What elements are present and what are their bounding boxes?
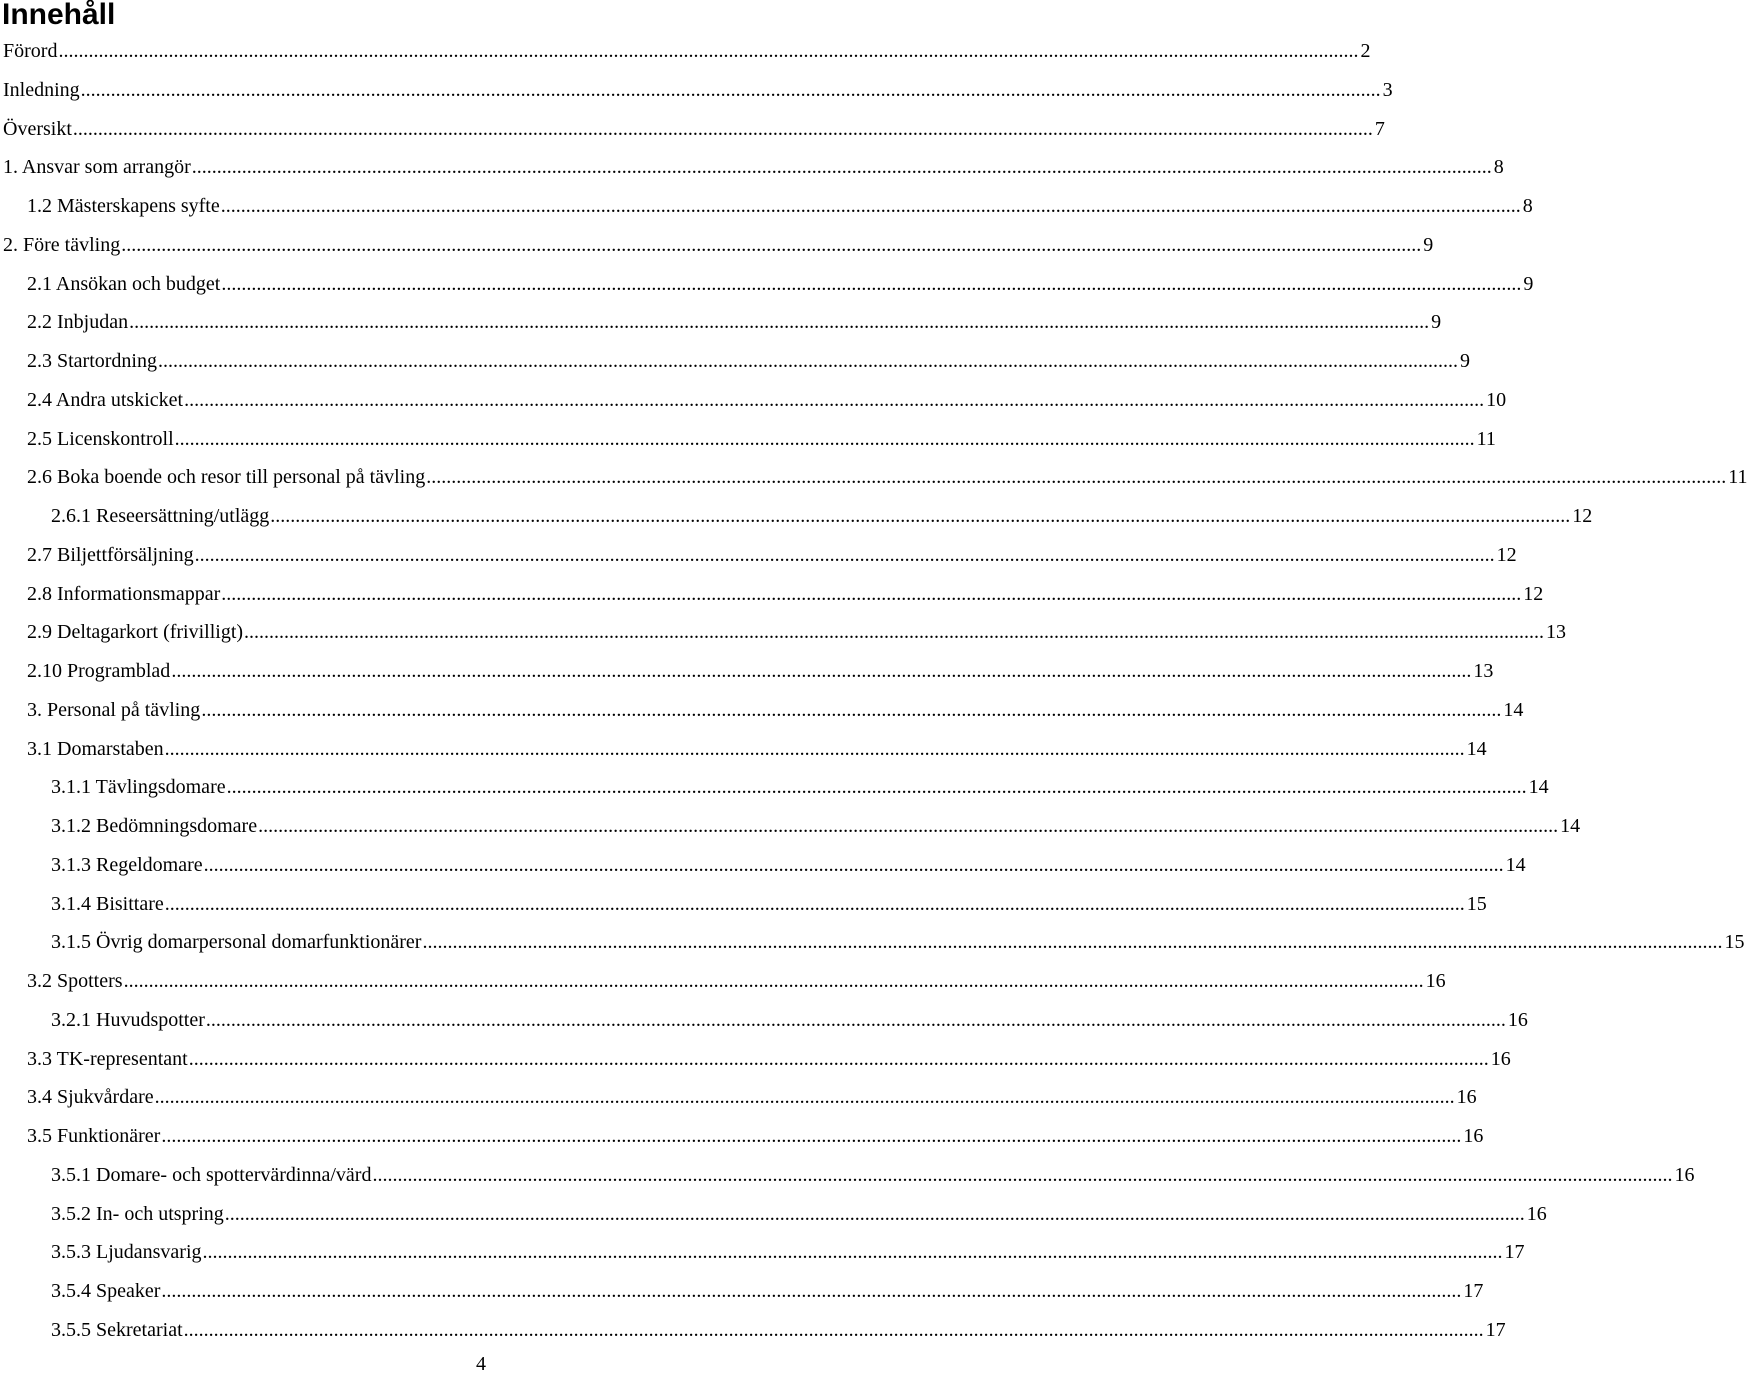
toc-entry[interactable] — [0, 1001, 1528, 1040]
toc-entry-page: 15 — [1466, 892, 1487, 915]
toc-entry-label: 2.7 Biljettförsäljning — [27, 543, 194, 566]
toc-entry-page: 9 — [1460, 350, 1470, 372]
dot-leader — [73, 110, 1373, 149]
toc-entry-page: 11 — [1728, 466, 1748, 489]
dot-leader — [165, 730, 1465, 769]
toc-entry-label: Förord — [3, 40, 58, 62]
toc-entry-label: 3.1 Domarstaben — [27, 737, 164, 760]
toc-entry-label: 3.4 Sjukvårdare — [27, 1086, 154, 1109]
dot-leader — [227, 768, 1527, 807]
toc-entry-label: 3.5.4 Speaker — [51, 1280, 161, 1302]
toc-title: Innehåll — [2, 0, 116, 31]
dot-leader — [422, 923, 1722, 962]
dot-leader — [225, 1195, 1525, 1234]
dot-leader — [175, 420, 1475, 459]
toc-entry-label: 3.5.5 Sekretariat — [51, 1318, 183, 1341]
toc-entry-page: 17 — [1485, 1318, 1506, 1341]
toc-entry[interactable] — [0, 885, 1487, 924]
toc-entry-label: 2.5 Licenskontroll — [27, 427, 174, 450]
dot-leader — [221, 265, 1521, 304]
toc-entry-page: 9 — [1523, 272, 1534, 295]
toc-entry-label: 3.5 Funktionärer — [27, 1125, 161, 1147]
toc-entry-label: 2.2 Inbjudan — [27, 311, 129, 334]
toc-entry-label: 1.2 Mästerskapens syfte — [27, 195, 220, 217]
dot-leader — [221, 575, 1521, 614]
toc-entry[interactable] — [0, 110, 1385, 149]
toc-entry-label: 1. Ansvar som arrangör — [3, 156, 191, 179]
toc-entry-label: Översikt — [3, 117, 72, 140]
toc-entry[interactable] — [0, 846, 1526, 885]
toc-entry-page: 13 — [1546, 621, 1567, 644]
table-of-contents — [0, 32, 1748, 1350]
toc-entry-label: 2.3 Startordning — [27, 350, 157, 372]
toc-entry[interactable] — [0, 32, 1371, 71]
toc-entry-label: 2.4 Andra utskicket — [27, 388, 184, 411]
toc-entry-page: 14 — [1528, 776, 1549, 799]
toc-entry-label: 3.2 Spotters — [27, 970, 123, 992]
toc-entry-page: 17 — [1463, 1280, 1484, 1302]
toc-entry-page: 16 — [1425, 970, 1446, 992]
toc-entry[interactable] — [0, 1117, 1484, 1156]
toc-entry[interactable] — [0, 923, 1745, 962]
toc-entry-label: 3.1.5 Övrig domarpersonal domarfunktionärer — [51, 931, 422, 954]
toc-entry[interactable] — [0, 691, 1524, 730]
dot-leader — [244, 613, 1544, 652]
toc-entry[interactable] — [0, 730, 1487, 769]
toc-entry[interactable] — [0, 71, 1393, 110]
dot-leader — [58, 32, 1358, 71]
toc-entry[interactable] — [0, 1195, 1547, 1234]
dot-leader — [184, 1311, 1484, 1350]
toc-entry-label: 3.5.3 Ljudansvarig — [51, 1241, 202, 1264]
page-number: 4 — [476, 1353, 486, 1375]
toc-entry-page: 12 — [1523, 582, 1544, 605]
toc-entry[interactable] — [0, 652, 1494, 691]
toc-entry-page: 13 — [1473, 660, 1494, 682]
dot-leader — [165, 885, 1465, 924]
dot-leader — [203, 1233, 1503, 1272]
toc-entry-label: 2. Före tävling — [3, 233, 121, 256]
toc-entry-label: 3.2.1 Huvudspotter — [51, 1008, 205, 1031]
toc-entry-page: 14 — [1503, 698, 1524, 721]
toc-entry-page: 14 — [1505, 853, 1526, 876]
dot-leader — [221, 187, 1521, 226]
toc-entry[interactable] — [0, 420, 1496, 459]
dot-leader — [192, 148, 1492, 187]
dot-leader — [171, 652, 1471, 691]
toc-entry-label: 3.5.2 In- och utspring — [51, 1202, 224, 1225]
toc-entry[interactable] — [0, 1156, 1695, 1195]
toc-entry-page: 17 — [1504, 1241, 1525, 1264]
dot-leader — [426, 458, 1726, 497]
toc-entry-label: 2.6 Boka boende och resor till personal på tävling — [27, 466, 426, 489]
dot-leader — [124, 962, 1424, 1001]
toc-entry-page: 14 — [1560, 815, 1581, 837]
toc-entry[interactable] — [0, 342, 1470, 381]
dot-leader — [129, 303, 1429, 342]
toc-entry-label: 2.9 Deltagarkort (frivilligt) — [27, 621, 244, 644]
toc-entry-page: 10 — [1486, 388, 1507, 411]
toc-entry-page: 7 — [1374, 117, 1385, 140]
dot-leader — [372, 1156, 1672, 1195]
toc-entry-page: 9 — [1431, 311, 1442, 334]
toc-entry[interactable] — [0, 1078, 1477, 1117]
toc-entry-label: 2.1 Ansökan och budget — [27, 272, 221, 295]
dot-leader — [161, 1117, 1461, 1156]
toc-entry-page: 3 — [1382, 78, 1393, 101]
toc-entry[interactable] — [0, 613, 1567, 652]
toc-entry-label: 3.1.2 Bedömningsdomare — [51, 815, 258, 837]
toc-entry[interactable] — [0, 768, 1549, 807]
dot-leader — [184, 381, 1484, 420]
dot-leader — [201, 691, 1501, 730]
toc-entry-label: 3. Personal på tävling — [27, 698, 201, 721]
toc-entry-label: 3.5.1 Domare- och spottervärdinna/värd — [51, 1163, 372, 1186]
toc-entry[interactable] — [0, 497, 1593, 536]
toc-entry[interactable] — [0, 226, 1434, 265]
toc-entry[interactable] — [0, 381, 1507, 420]
dot-leader — [195, 536, 1495, 575]
dot-leader — [155, 1078, 1455, 1117]
toc-entry-label: 3.3 TK-representant — [27, 1047, 188, 1070]
toc-entry-page: 12 — [1496, 543, 1517, 566]
toc-entry-page: 16 — [1507, 1008, 1528, 1031]
toc-entry-label: 2.6.1 Reseersättning/utlägg — [51, 505, 270, 527]
toc-entry-page: 16 — [1490, 1047, 1511, 1070]
toc-entry-page: 15 — [1724, 931, 1745, 954]
toc-entry-page: 9 — [1423, 233, 1434, 256]
toc-entry-page: 12 — [1572, 505, 1593, 527]
toc-entry[interactable] — [0, 1233, 1525, 1272]
dot-leader — [158, 342, 1458, 381]
toc-entry-page: 16 — [1526, 1202, 1547, 1225]
toc-entry-page: 14 — [1466, 737, 1487, 760]
toc-entry-label: 2.10 Programblad — [27, 660, 171, 682]
toc-entry-label: 3.1.1 Tävlingsdomare — [51, 776, 226, 799]
toc-entry[interactable] — [0, 1272, 1484, 1311]
dot-leader — [258, 807, 1558, 846]
toc-entry-page: 16 — [1463, 1125, 1484, 1147]
toc-entry[interactable] — [0, 458, 1748, 497]
toc-entry[interactable] — [0, 962, 1446, 1001]
toc-entry-page: 8 — [1522, 195, 1533, 217]
dot-leader — [206, 1001, 1506, 1040]
toc-entry[interactable] — [0, 1311, 1506, 1350]
toc-entry[interactable] — [0, 148, 1504, 187]
toc-entry[interactable] — [0, 807, 1581, 846]
toc-entry-label: 3.1.3 Regeldomare — [51, 853, 203, 876]
toc-entry[interactable] — [0, 187, 1533, 226]
toc-entry[interactable] — [0, 303, 1442, 342]
toc-entry-label: 2.8 Informationsmappar — [27, 582, 221, 605]
dot-leader — [161, 1272, 1461, 1311]
toc-entry-page: 8 — [1493, 156, 1504, 179]
toc-entry[interactable] — [0, 265, 1534, 304]
toc-entry[interactable] — [0, 575, 1544, 614]
dot-leader — [121, 226, 1421, 265]
toc-entry-page: 2 — [1360, 40, 1371, 62]
dot-leader — [189, 1040, 1489, 1079]
toc-entry-label: Inledning — [3, 78, 80, 101]
toc-entry-page: 11 — [1476, 427, 1496, 450]
dot-leader — [270, 497, 1570, 536]
toc-entry[interactable] — [0, 1040, 1511, 1079]
toc-entry[interactable] — [0, 536, 1517, 575]
toc-entry-page: 16 — [1674, 1163, 1695, 1186]
dot-leader — [81, 71, 1381, 110]
toc-entry-label: 3.1.4 Bisittare — [51, 892, 164, 915]
dot-leader — [204, 846, 1504, 885]
toc-entry-page: 16 — [1456, 1086, 1477, 1109]
